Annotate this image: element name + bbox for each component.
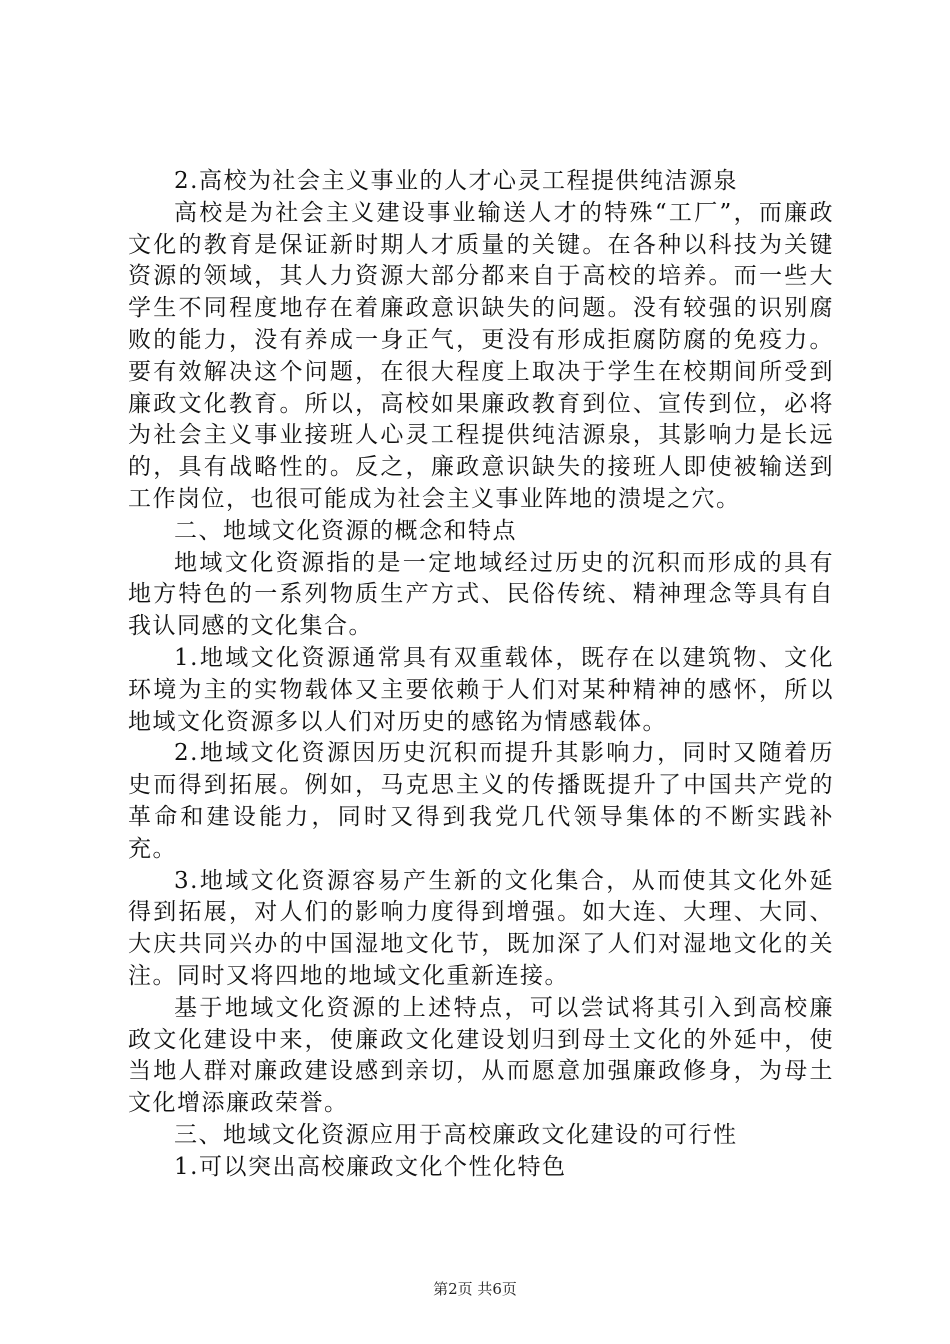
paragraph-definition: 地域文化资源指的是一定地域经过历史的沉积而形成的具有地方特色的一系列物质生产方式、民俗传统、精神理念等具有自我认同感的文化集合。 <box>128 549 834 640</box>
section-heading-3: 三、地域文化资源应用于高校廉政文化建设的可行性 <box>174 1121 738 1148</box>
section-heading-2: 二、地域文化资源的概念和特点 <box>174 517 517 544</box>
paragraph-feature-1: 1.地域文化资源通常具有双重载体，既存在以建筑物、文化环境为主的实物载体又主要依赖于人们对某种精神的感怀，所以地域文化资源多以人们对历史的感铭为情感载体。 <box>128 644 834 735</box>
heading-2-subsection: 2.高校为社会主义事业的人才心灵工程提供纯洁源泉 <box>174 168 738 194</box>
page-footer: 第2页 共6页 <box>433 1280 517 1298</box>
paragraph-talent-source: 高校是为社会主义建设事业输送人才的特殊“工厂”，而廉政文化的教育是保证新时期人才质量的关键。在各种以科技为关键资源的领域，其人力资源大部分都来自于高校的培养。而一些大学生不同程度地存在着廉政意识缺失的问题。没有较强的识别腐败的能力，没有养成一身正气，更没有形成拒腐防腐的免疫力。要有效解决这个问题，在很大程度上取决于学生在校期间所受到廉政文化教育。所以，高校如果廉政教育到位、宣传到位，必将为社会主义事业接班人心灵工程提供纯洁源泉，其影响力是长远的，具有战略性的。反之，廉政意识缺失的接班人即使被输送到工作岗位，也很可能成为社会主义事业阵地的溃堤之穴。 <box>128 199 834 512</box>
subheading-3-1: 1.可以突出高校廉政文化个性化特色 <box>174 1153 567 1180</box>
paragraph-feature-2: 2.地域文化资源因历史沉积而提升其影响力，同时又随着历史而得到拓展。例如，马克思主义的传播既提升了中国共产党的革命和建设能力，同时又得到我党几代领导集体的不断实践补充。 <box>128 740 834 862</box>
paragraph-feature-3: 3.地域文化资源容易产生新的文化集合，从而使其文化外延得到拓展，对人们的影响力度得到增强。如大连、大理、大同、大庆共同兴办的中国湿地文化节，既加深了人们对湿地文化的关注。同时又将四地的地域文化重新连接。 <box>128 867 834 989</box>
paragraph-conclusion: 基于地域文化资源的上述特点，可以尝试将其引入到高校廉政文化建设中来，使廉政文化建设划归到母土文化的外延中，使当地人群对廉政建设感到亲切，从而愿意加强廉政修身，为母土文化增添廉政荣誉。 <box>128 994 834 1117</box>
document-body <box>128 166 834 1184</box>
